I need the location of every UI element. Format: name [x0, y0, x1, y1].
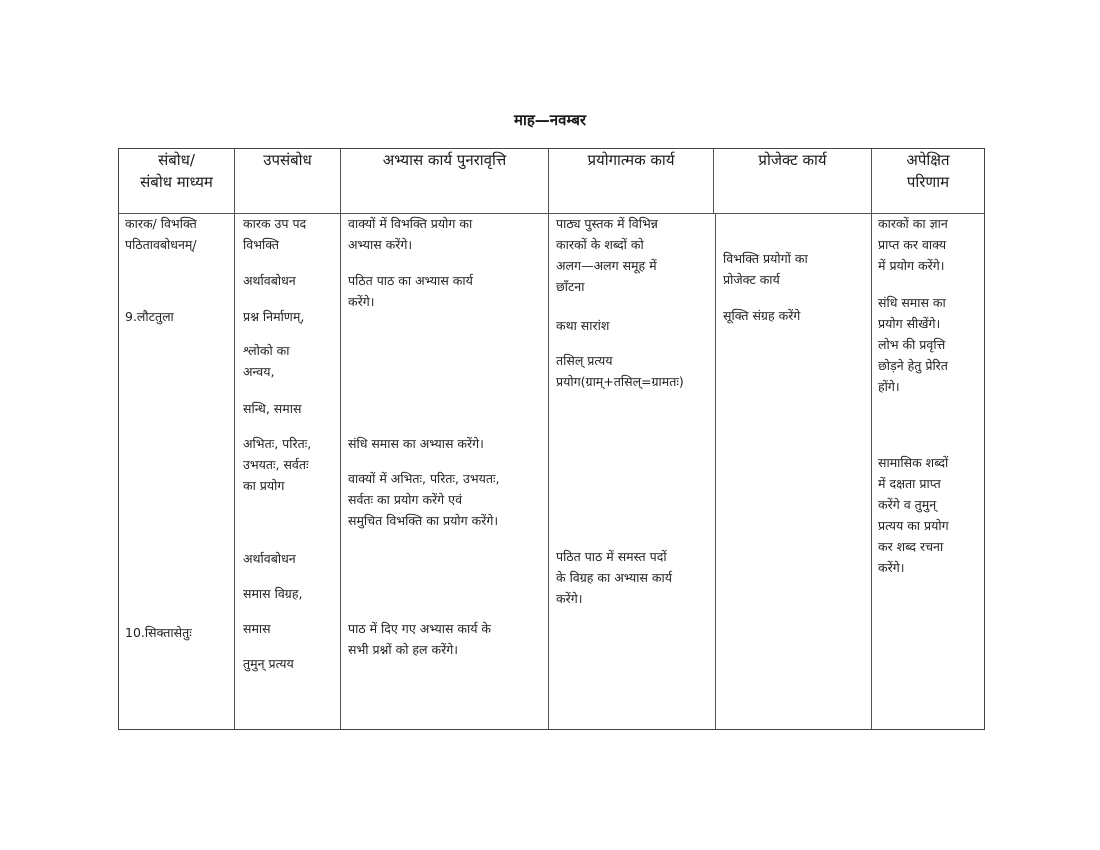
- header-line: उपसंबोध: [263, 151, 312, 169]
- text-line: अभ्यास करेंगे।: [348, 237, 413, 252]
- text-line: अभितः, परितः,: [243, 436, 312, 451]
- header-line: परिणाम: [906, 173, 950, 191]
- text-line: प्रयोग सीखेंगे।: [878, 316, 941, 331]
- text-line: में दक्षता प्राप्त: [878, 476, 941, 491]
- header-prayogatmak-karya: [549, 149, 713, 171]
- upsambodh-shloko: [243, 340, 290, 382]
- text-line: सर्वतः का प्रयोग करेंगे एवं: [348, 492, 463, 507]
- lesson-10: 10.सिक्तासेतुः: [125, 625, 192, 640]
- text-line: करेंगे व तुमुन्: [878, 497, 937, 512]
- text-line: वाक्यों में अभितः, परितः, उभयतः,: [348, 471, 500, 486]
- text-line: प्रयोग(ग्राम्+तसिल्=ग्रामतः): [556, 374, 684, 389]
- text-line: सभी प्रश्नों को हल करेंगे।: [348, 642, 458, 657]
- parinam-samasik: [878, 452, 949, 578]
- text-line: छाँटना: [556, 279, 585, 294]
- text-line: में प्रयोग करेंगे।: [878, 258, 945, 273]
- abhyas-vibhakti: [348, 213, 472, 255]
- text-line: सामासिक शब्दों: [878, 455, 949, 470]
- header-line: अपेक्षित: [906, 151, 950, 169]
- text-line: वाक्यों में विभक्ति प्रयोग का: [348, 216, 473, 231]
- header-line: संबोध/: [158, 151, 195, 169]
- text-line: कारक/ विभक्ति: [125, 216, 197, 231]
- text-line: पठित पाठ में समस्त पदों: [556, 549, 667, 564]
- upsambodh-prashna: प्रश्न निर्माणम्,: [243, 309, 305, 324]
- text-line: कर शब्द रचना: [878, 539, 944, 554]
- page-title: माह—नवम्बर: [513, 111, 587, 129]
- text-line: पठितावबोधनम्/: [125, 237, 197, 252]
- text-line: का प्रयोग: [243, 478, 285, 493]
- text-line: उभयतः, सर्वतः: [243, 457, 309, 472]
- text-line: विभक्ति: [243, 237, 280, 252]
- upsambodh-arthavbodhan: अर्थावबोधन: [243, 273, 296, 288]
- text-line: के विग्रह का अभ्यास कार्य: [556, 570, 672, 585]
- text-line: छोड़ने हेतु प्रेरित: [878, 358, 948, 373]
- column-divider: [234, 149, 235, 729]
- header-apekshit-parinam: [872, 149, 984, 193]
- text-line: तसिल् प्रत्यय: [556, 353, 613, 368]
- header-line: प्रयोगात्मक कार्य: [587, 151, 675, 169]
- upsambodh-arthavbodhan-2: अर्थावबोधन: [243, 551, 296, 566]
- abhyas-sandhi: संधि समास का अभ्यास करेंगे।: [348, 436, 484, 451]
- header-upsambodh: [235, 149, 340, 171]
- prayog-karak-shabd: [556, 213, 658, 297]
- upsambodh-samas: समास: [243, 621, 271, 636]
- abhyas-pathit: [348, 270, 473, 312]
- text-line: कारकों का ज्ञान: [878, 216, 948, 231]
- abhyas-prashna: [348, 618, 491, 660]
- text-line: प्राप्त कर वाक्य: [878, 237, 947, 252]
- text-line: कारकों के शब्दों को: [556, 237, 644, 252]
- header-sambodh: [119, 149, 234, 193]
- header-line: संबोध माध्यम: [140, 173, 213, 191]
- column-divider: [340, 149, 341, 729]
- text-line: विभक्ति प्रयोगों का: [723, 251, 808, 266]
- text-line: संधि समास का: [878, 295, 946, 310]
- text-line: होंगे।: [878, 379, 900, 394]
- column-divider: [715, 213, 716, 729]
- upsambodh-sandhi: सन्धि, समास: [243, 401, 302, 416]
- text-line: करेंगे।: [556, 591, 583, 606]
- sambodh-karak: [125, 213, 197, 255]
- upsambodh-tumun: तुमुन् प्रत्यय: [243, 656, 294, 671]
- upsambodh-karak: [243, 213, 306, 255]
- column-divider: [548, 149, 549, 729]
- header-line: अभ्यास कार्य पुनरावृत्ति: [382, 151, 507, 169]
- text-line: पाठ्य पुस्तक में विभिन्न: [556, 216, 658, 231]
- parinam-sandhi: [878, 292, 948, 397]
- text-line: प्रत्यय का प्रयोग: [878, 518, 949, 533]
- text-line: श्लोको का: [243, 343, 290, 358]
- text-line: करेंगे।: [348, 294, 375, 309]
- header-project-karya: [714, 149, 871, 171]
- project-vibhakti: [723, 248, 808, 290]
- text-line: पठित पाठ का अभ्यास कार्य: [348, 273, 473, 288]
- text-line: करेंगे।: [878, 560, 905, 575]
- upsambodh-samas-vigrah: समास विग्रह,: [243, 586, 303, 601]
- text-line: पाठ में दिए गए अभ्यास कार्य के: [348, 621, 492, 636]
- text-line: समुचित विभक्ति का प्रयोग करेंगे।: [348, 513, 499, 528]
- prayog-tasil: [556, 350, 684, 392]
- header-abhyas-karya: [341, 149, 548, 171]
- header-line: प्रोजेक्ट कार्य: [758, 151, 827, 169]
- parinam-karak: [878, 213, 948, 276]
- column-divider: [871, 149, 872, 729]
- lesson-plan-table: [118, 148, 985, 730]
- text-line: अन्वय,: [243, 364, 275, 379]
- upsambodh-abhitah: [243, 433, 311, 496]
- prayog-vigrah: [556, 546, 672, 609]
- text-line: कारक उप पद: [243, 216, 307, 231]
- prayog-katha: कथा सारांश: [556, 318, 610, 333]
- text-line: अलग—अलग समूह में: [556, 258, 657, 273]
- project-sukti: सूक्ति संग्रह करेंगे: [723, 308, 801, 323]
- text-line: प्रोजेक्ट कार्य: [723, 272, 780, 287]
- text-line: लोभ की प्रवृत्ति: [878, 337, 946, 352]
- lesson-9: 9.लौटतुला: [125, 309, 174, 324]
- abhyas-abhitah: [348, 468, 500, 531]
